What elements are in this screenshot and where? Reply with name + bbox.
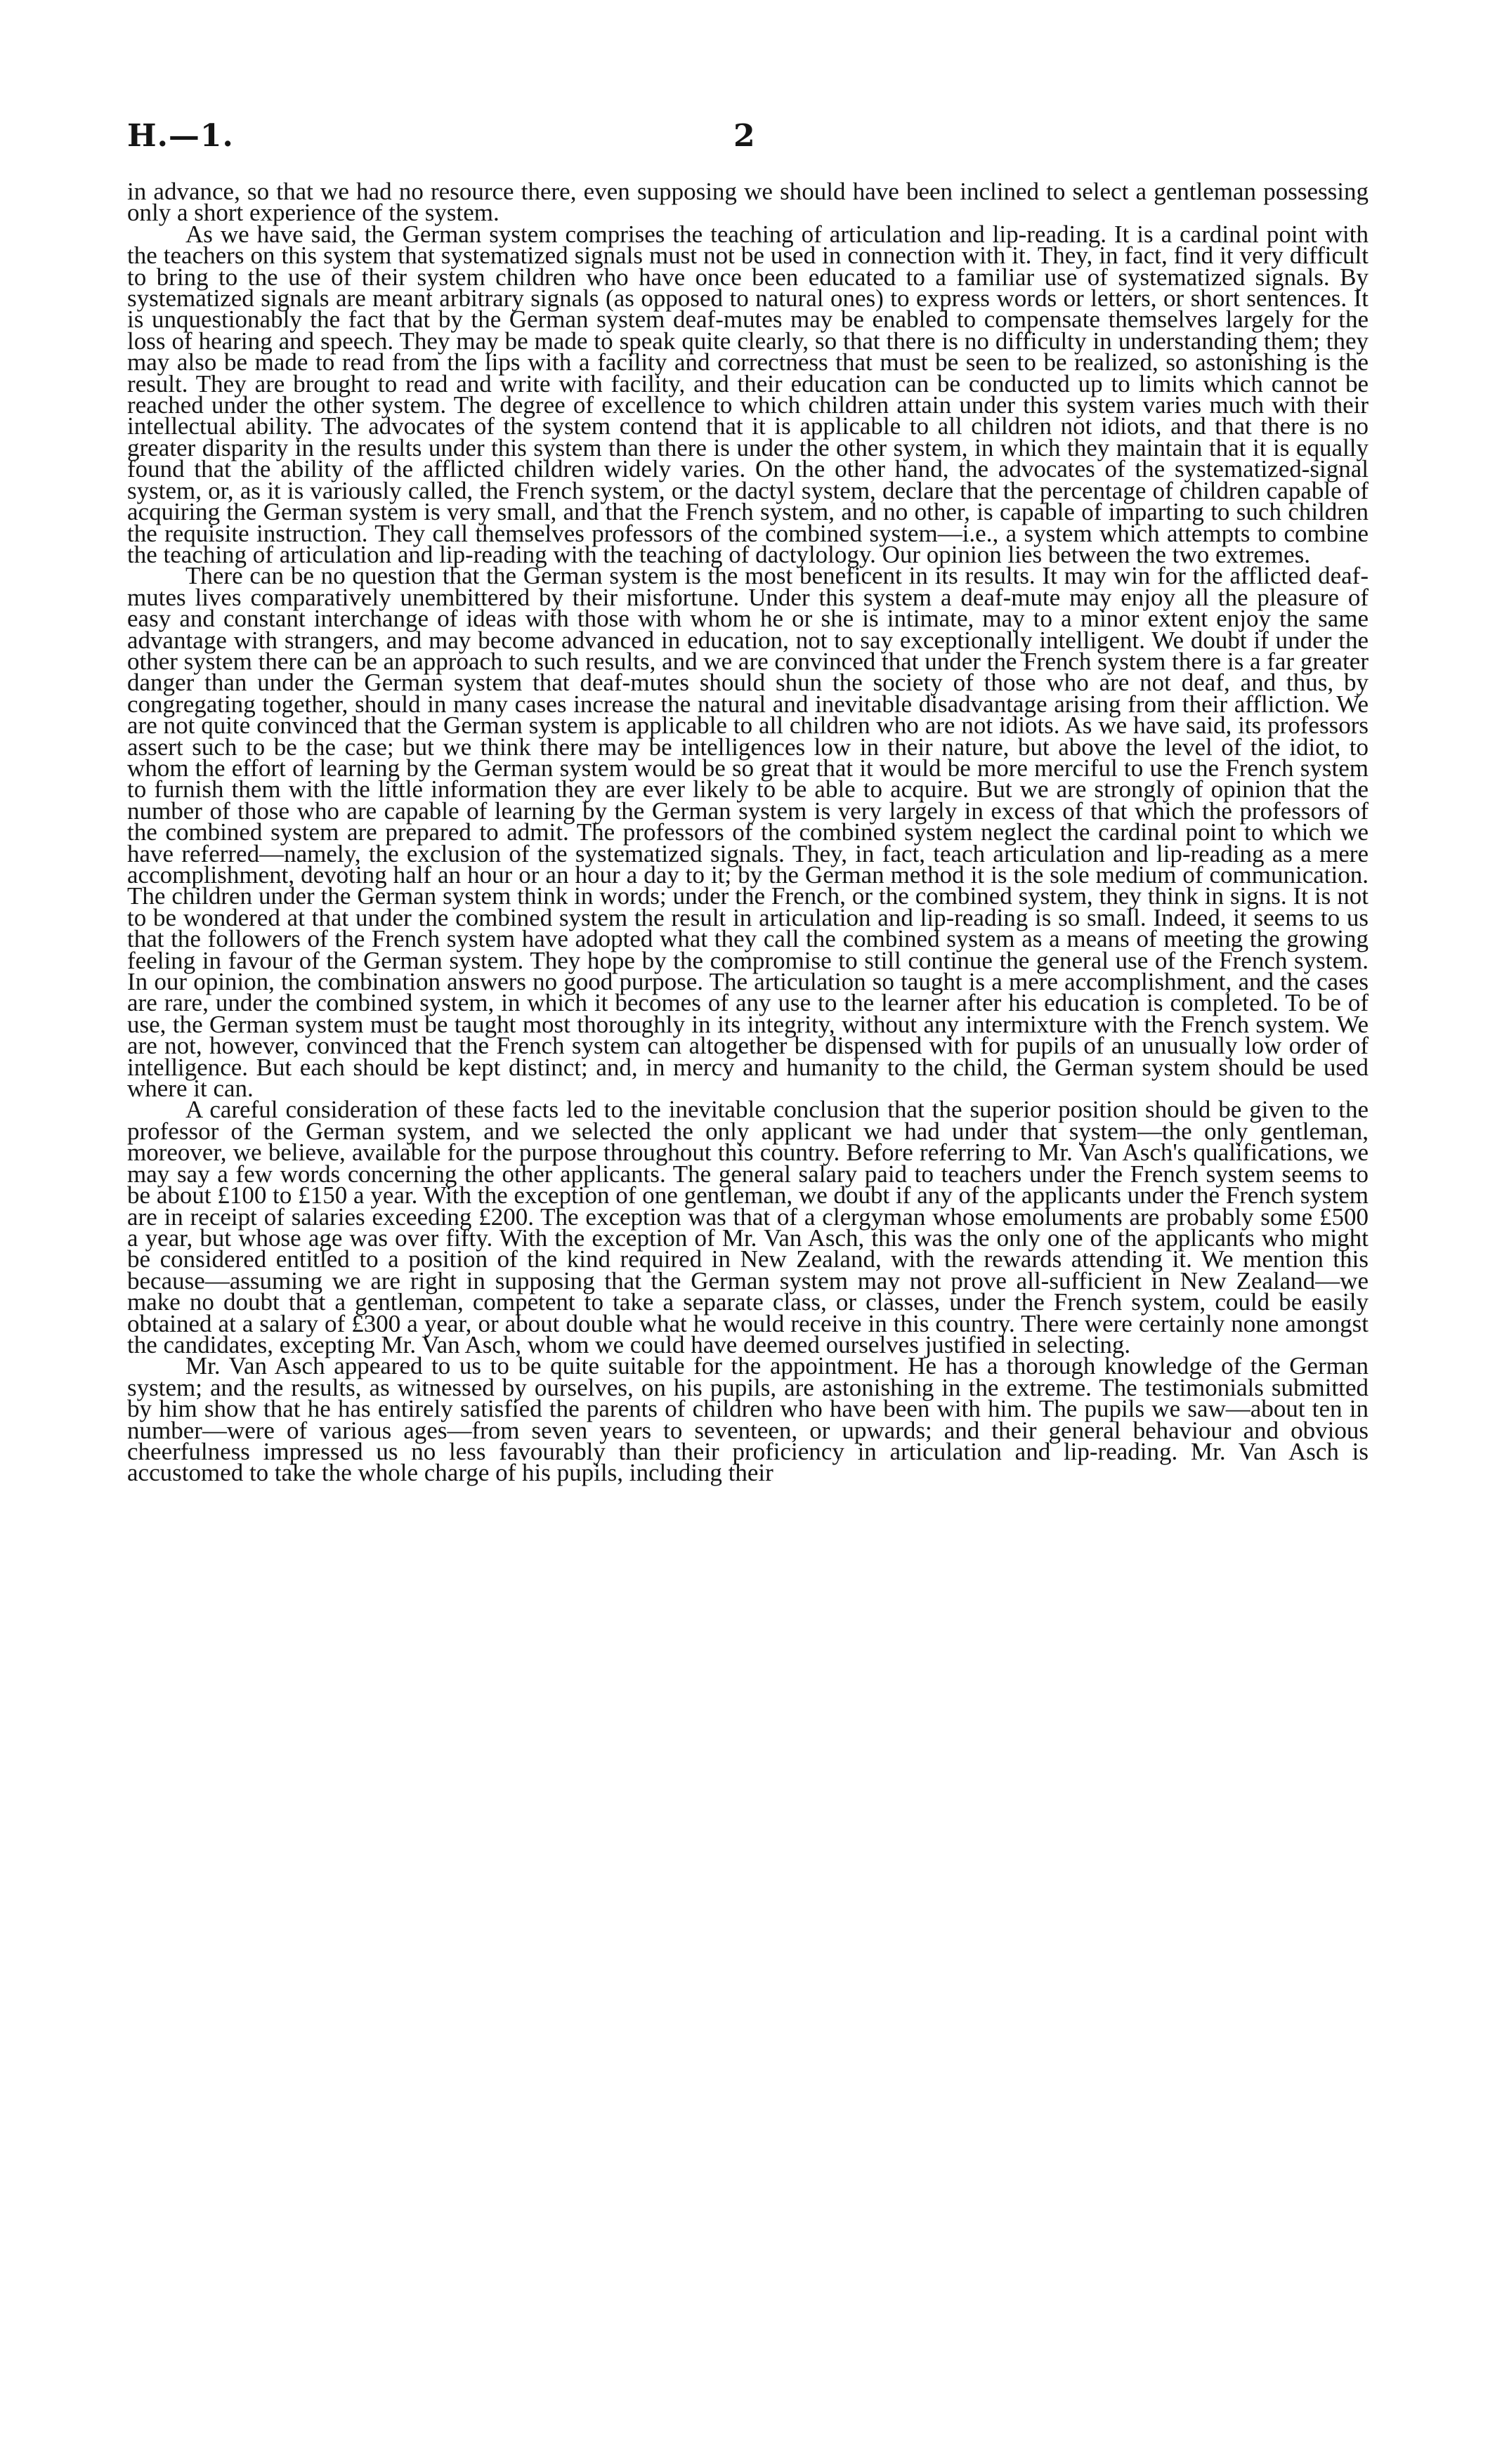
body-text xyxy=(127,178,1369,1487)
paragraph-continuation: in advance, so that we had no resource there, even supposing we should have been inclined to select a gentleman possessing only a short experience of the system. xyxy=(127,178,1369,227)
paragraph-comparison: There can be no question that the German system is the most beneficent in its results. It may win for the afflicted deaf-mutes lives comparatively unembittered by their misfortune. Under this system a deaf-mute may enjoy all the pleasure of easy and constant interchange of ideas with those with whom he or she is intimate, may to a minor extent enjoy the same advantage with strangers, and may become advanced in education, not to say exceptionally intelligent. We doubt if under the other system there can be an approach to such results, and we are convinced that under the French system there is a far greater danger than under the German system that deaf-mutes should shun the society of those who are not deaf, and thus, by congregating together, should in many cases increase the natural and inevitable disadvantage arising from their affliction. We are not quite convinced that the German system is applicable to all children who are not idiots. As we have said, its professors assert such to be the case; but we think there may be intelligences low in their nature, but above the level of the idiot, to whom the effort of learning by the German system would be so great that it would be more merciful to use the French system to furnish them with the little information they are ever likely to be able to acquire. But we are strongly of opinion that the number of those who are capable of learning by the German system is very largely in excess of that which the professors of the combined system are prepared to admit. The professors of the combined system neglect the cardinal point to which we have referred—namely, the exclusion of the systematized signals. They, in fact, teach articulation and lip-reading as a mere accomplishment, devoting half an hour or an hour a day to it; by the German method it is the sole medium of communication. The children under the German system think in words; under the French, or the combined system, they think in signs. It is not to be wondered at that under the combined system the result in articulation and lip-reading is so small. Indeed, it seems to us that the followers of the French system have adopted what they call the combined system as a means of meeting the growing feeling in favour of the German system. They hope by the compromise to still continue the general use of the French system. In our opinion, the combination answers no good purpose. The articulation so taught is a mere accomplishment, and the cases are rare, under the combined system, in which it becomes of any use to the learner after his education is completed. To be of use, the German system must be taught most thoroughly in its integrity, without any intermixture with the French system. We are not, however, convinced that the French system can altogether be dispensed with for pupils of an unusually low order of intelligence. But each should be kept distinct; and, in mercy and humanity to the child, the German system should be used where it can. xyxy=(127,562,1369,1103)
paragraph-van-asch: Mr. Van Asch appeared to us to be quite suitable for the appointment. He has a thorough knowledge of the German system; and the results, as witnessed by ourselves, on his pupils, are astonishing in the extreme. The testimonials submitted by him show that he has entirely satisfied the parents of children who have been with him. The pupils we saw—about ten in number—were of various ages—from seven years to seventeen, or upwards; and their general behaviour and obvious cheerfulness impressed us no less favourably than their proficiency in articulation and lip-reading. Mr. Van Asch is accustomed to take the whole charge of his pupils, including their xyxy=(127,1352,1369,1487)
document-reference: H.—1. xyxy=(127,118,234,154)
paragraph-german-system: As we have said, the German system comprises the teaching of articulation and lip-reading. It is a cardinal point with the teachers on this system that systematized signals must not be used in connection with it. They, in fact, find it very difficult to bring to the use of their system children who have once been educated to a familiar use of systematized signals. By systematized signals are meant arbitrary signals (as opposed to natural ones) to express words or letters, or short sentences. It is unquestionably the fact that by the German system deaf-mutes may be enabled to compensate themselves largely for the loss of hearing and speech. They may be made to speak quite clearly, so that there is no difficulty in understanding them; they may also be made to read from the lips with a facility and correctness that must be seen to be realized, so astonishing is the result. They are brought to read and write with facility, and their education can be conducted up to limits which cannot be reached under the other system. The degree of excellence to which children attain under this system varies much with their intellectual ability. The advocates of the system contend that it is applicable to all children not idiots, and that there is no greater disparity in the results under this system than there is under the other system, in which they maintain that it is equally found that the ability of the afflicted children widely varies. On the other hand, the advocates of the systematized-signal system, or, as it is variously called, the French system, or the dactyl system, declare that the percentage of children capable of acquiring the German system is very small, and that the French system, and no other, is capable of imparting to such children the requisite instruction. They call themselves professors of the combined system—i.e., a system which attempts to combine the teaching of articulation and lip-reading with the teaching of dactylology. Our opinion lies between the two extremes. xyxy=(127,220,1369,568)
page-number: 2 xyxy=(733,118,755,154)
paragraph-selection: A careful consideration of these facts led to the inevitable conclusion that the superior position should be given to the professor of the German system, and we selected the only applicant we had under that system—the only gentleman, moreover, we believe, available for the purpose throughout this country. Before referring to Mr. Van Asch's qualifications, we may say a few words concerning the other applicants. The general salary paid to teachers under the French system seems to be about £100 to £150 a year. With the exception of one gentleman, we doubt if any of the applicants under the French system are in receipt of salaries exceeding £200. The exception was that of a clergyman whose emoluments are probably some £500 a year, but whose age was over fifty. With the exception of Mr. Van Asch, this was the only one of the applicants who might be considered entitled to a position of the kind required in New Zealand, with the rewards attending it. We mention this because—assuming we are right in supposing that the German system may not prove all-sufficient in New Zealand—we make no doubt that a gentleman, competent to take a separate class, or classes, under the French system, could be easily obtained at a salary of £300 a year, or about double what he would receive in this country. There were certainly none amongst the candidates, excepting Mr. Van Asch, whom we could have deemed ourselves justified in selecting. xyxy=(127,1096,1369,1358)
